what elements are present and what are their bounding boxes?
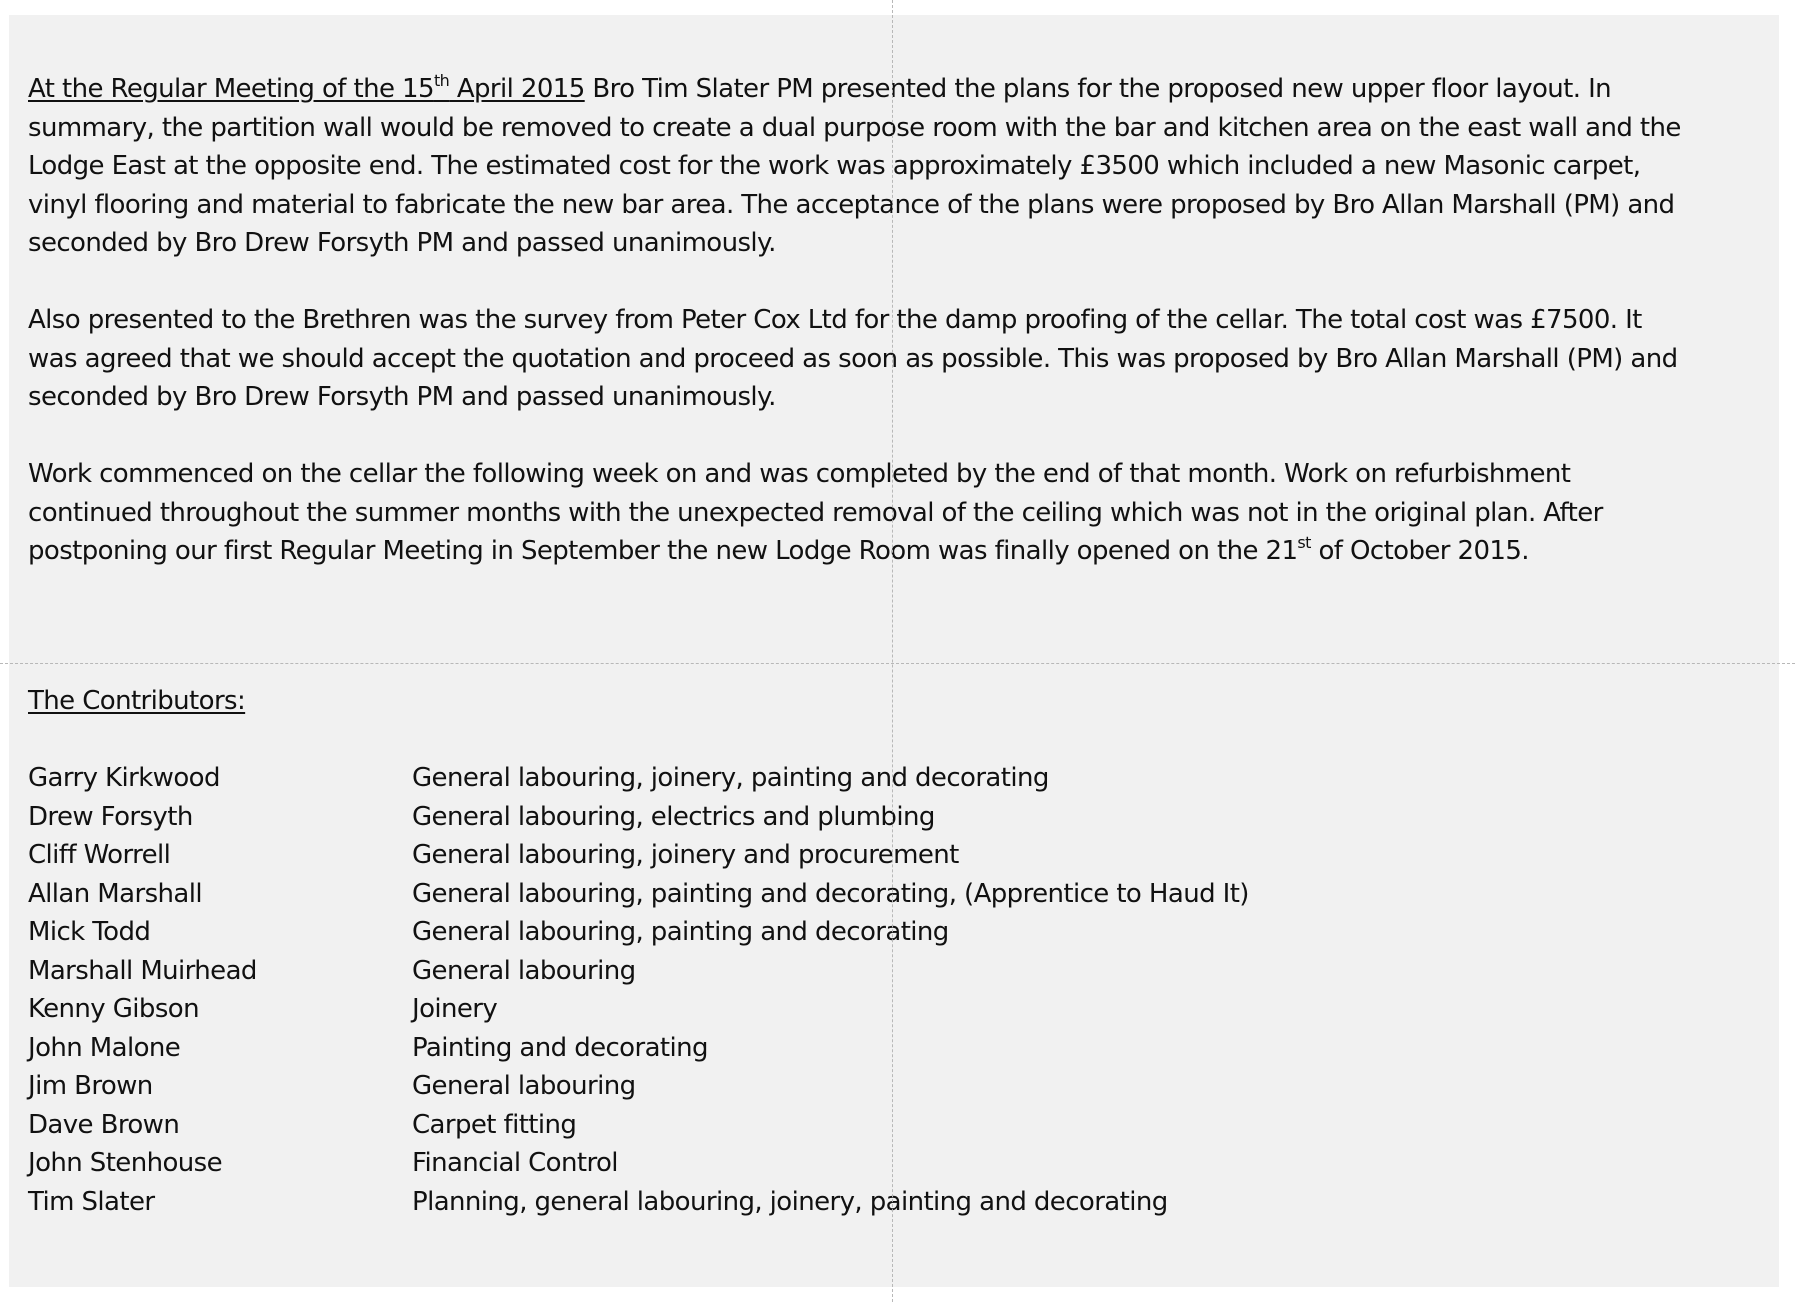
contributor-role: General labouring, painting and decorating, (Apprentice to Haud It) — [412, 878, 1249, 909]
contributor-name: Tim Slater — [28, 1186, 155, 1217]
paragraph-meeting — [28, 70, 1681, 263]
paragraph-line: continued throughout the summer months with the unexpected removal of the ceiling which was not in the original plan. After — [28, 497, 1603, 528]
contributor-row — [28, 875, 1249, 914]
contributor-row — [28, 1029, 1249, 1068]
contributor-row — [28, 1106, 1249, 1145]
paragraph-cellar-survey — [28, 301, 1681, 417]
paragraph-line: was agreed that we should accept the quotation and proceed as soon as possible. This was proposed by Bro Allan Marshall (PM) and — [28, 343, 1678, 374]
contributor-name: Mick Todd — [28, 917, 151, 947]
contributor-row — [28, 913, 1249, 952]
contributor-row — [28, 1183, 1249, 1222]
contributor-row — [28, 798, 1249, 837]
contributor-role: Painting and decorating — [412, 1032, 708, 1063]
contributor-role: General labouring, electrics and plumbing — [412, 801, 935, 832]
contributor-row — [28, 759, 1249, 798]
contributor-role: Joinery — [412, 994, 498, 1024]
paragraph-work-progress — [28, 455, 1681, 571]
meeting-date-heading: At the Regular Meeting of the 15th April 2015 — [28, 71, 585, 104]
paragraph-line: At the Regular Meeting of the 15th April 2015 Bro Tim Slater PM presented the plans for the proposed new upper floor layout. In — [28, 71, 1612, 104]
contributor-row — [28, 952, 1249, 991]
contributor-name: Cliff Worrell — [28, 840, 171, 870]
paragraph-line: Also presented to the Brethren was the survey from Peter Cox Ltd for the damp proofing of the cellar. The total cost was £7500. It — [28, 305, 1642, 335]
contributor-name: Marshall Muirhead — [28, 955, 257, 986]
contributor-role: Planning, general labouring, joinery, painting and decorating — [412, 1186, 1168, 1217]
contributor-name: Kenny Gibson — [28, 994, 199, 1024]
intro-text — [28, 70, 1681, 571]
contributor-role: General labouring, painting and decorating — [412, 917, 949, 947]
contributor-name: Allan Marshall — [28, 878, 202, 909]
contributor-role: General labouring — [412, 1071, 636, 1101]
paragraph-line: Lodge East at the opposite end. The estimated cost for the work was approximately £3500 which included a new Masonic carpet, — [28, 151, 1641, 181]
contributor-name: Jim Brown — [28, 1071, 153, 1101]
paragraph-line: seconded by Bro Drew Forsyth PM and passed unanimously. — [28, 382, 776, 412]
contributor-row — [28, 990, 1249, 1029]
contributor-name: Garry Kirkwood — [28, 763, 220, 793]
contributor-row — [28, 1067, 1249, 1106]
contributor-role: Financial Control — [412, 1148, 618, 1178]
contributor-row — [28, 1144, 1249, 1183]
contributors-section — [28, 682, 1249, 1221]
paragraph-line: vinyl flooring and material to fabricate the new bar area. The acceptance of the plans were proposed by Bro Allan Marshall (PM) and — [28, 189, 1675, 220]
contributor-name: John Malone — [28, 1032, 181, 1063]
paragraph-line: seconded by Bro Drew Forsyth PM and passed unanimously. — [28, 228, 776, 258]
contributors-table — [28, 759, 1249, 1221]
vertical-center-guide — [892, 0, 893, 1302]
contributor-name: Dave Brown — [28, 1109, 180, 1140]
contributors-heading: The Contributors: — [28, 686, 246, 716]
contributor-role: General labouring — [412, 955, 636, 986]
contributor-row — [28, 836, 1249, 875]
paragraph-line: Work commenced on the cellar the following week on and was completed by the end of that month. Work on refurbishment — [28, 459, 1571, 489]
horizontal-center-guide — [0, 663, 1795, 664]
contributor-role: General labouring, joinery and procurement — [412, 840, 959, 870]
contributor-name: John Stenhouse — [28, 1148, 222, 1178]
contributor-name: Drew Forsyth — [28, 801, 193, 832]
paragraph-line: summary, the partition wall would be removed to create a dual purpose room with the bar and kitchen area on the east wall and the — [28, 112, 1681, 143]
contributor-role: Carpet fitting — [412, 1109, 577, 1140]
paragraph-line: postponing our first Regular Meeting in September the new Lodge Room was finally opened on the 21st of October 2015. — [28, 533, 1529, 566]
contributor-role: General labouring, joinery, painting and decorating — [412, 763, 1049, 793]
